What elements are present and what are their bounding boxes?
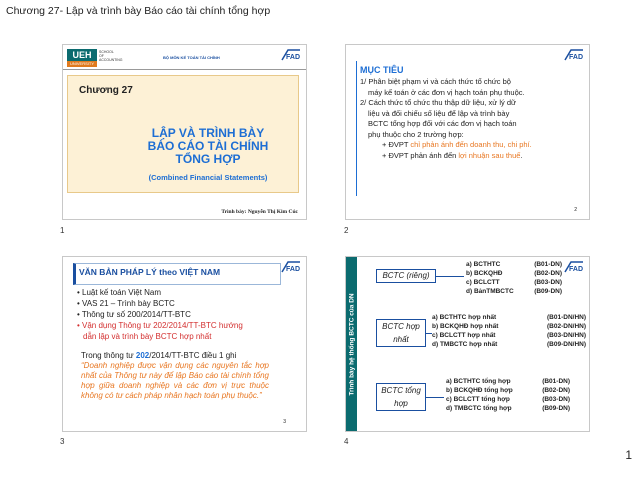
objective-text: máy kế toán ở các đơn vị hạch toán phụ thuộc. <box>368 87 525 97</box>
chapter-label: Chương 27 <box>79 85 133 96</box>
label-line: BCTC hợp <box>382 322 420 331</box>
report-row <box>432 331 586 340</box>
report-name: b) BCKQHĐ <box>466 270 503 277</box>
case-2-prefix: + ĐVPT phản ánh đến <box>382 150 459 160</box>
report-name: b) BCKQHĐ tổng hợp <box>446 387 513 394</box>
label-line: BCTC tổng <box>381 386 421 395</box>
list-item: • VAS 21 – Trình bày BCTC <box>77 299 175 308</box>
list-item-highlight: dẫn lập và trình bày BCTC hợp nhất <box>83 332 212 341</box>
report-group-rieng <box>466 260 562 296</box>
report-code: (B03-DN) <box>542 396 570 403</box>
report-code: (B02-DN) <box>534 270 562 277</box>
legal-docs-list <box>77 287 243 342</box>
objectives-list <box>360 77 586 161</box>
case-1-prefix: + ĐVPT <box>382 140 411 149</box>
report-row <box>466 260 562 269</box>
ueh-logo-sub: UNIVERSITY <box>67 61 97 67</box>
slide-number: 2 <box>344 226 349 235</box>
report-name: c) BCLCTT tổng hợp <box>446 396 510 403</box>
objective-text: 1/ Phân biệt phạm vi và cách thức tổ chức bộ <box>360 77 511 86</box>
report-row <box>446 395 570 404</box>
report-row <box>446 377 570 386</box>
svg-text:FAD: FAD <box>286 266 300 273</box>
case-1-highlight: chỉ phản ánh đến doanh thu, chi phí. <box>410 140 532 149</box>
title-line-1: LẬP VÀ TRÌNH BÀY <box>151 126 265 140</box>
report-group-hop-nhat <box>432 313 586 349</box>
label-line: nhất <box>393 335 409 344</box>
slide-4 <box>345 256 590 432</box>
department-label: BỘ MÔN KẾ TOÁN TÀI CHÍNH <box>163 55 220 60</box>
list-item-highlight: • Vận dụng Thông tư 202/2014/TT-BTC hướng <box>77 321 243 330</box>
case-2-highlight: lợi nhuận sau thuế <box>458 150 521 160</box>
slide-title <box>133 127 283 166</box>
intro-suffix: /2014/TT-BTC điều 1 ghi <box>149 351 237 360</box>
vertical-bar <box>346 257 357 432</box>
report-row <box>466 269 562 278</box>
intro-prefix: Trong thông tư <box>81 351 136 360</box>
report-name: c) BCLCTT <box>466 279 500 286</box>
divider <box>63 69 307 70</box>
ueh-faculty: SCHOOL OF ACCOUNTING <box>99 50 123 62</box>
report-row <box>446 386 570 395</box>
slide-1 <box>62 44 307 220</box>
report-code: (B01-DN) <box>534 261 562 268</box>
title-line-3: TỔNG HỢP <box>175 152 241 166</box>
vertical-label: Trình bày hệ thống BCTC của DN <box>348 293 356 396</box>
report-row <box>432 340 586 349</box>
slide-page-number: 2 <box>574 207 577 213</box>
objective-text: liệu và đối chiếu số liệu để lập và trình bày <box>368 108 510 118</box>
objective-text: 2/ Cách thức tổ chức thu thập dữ liệu, xử lý dữ <box>360 98 517 107</box>
list-item: • Thông tư số 200/2014/TT-BTC <box>77 310 191 319</box>
case-1 <box>360 140 586 151</box>
report-row <box>432 313 586 322</box>
connector-line <box>426 397 444 398</box>
label-bctc-hop-nhat <box>376 319 426 347</box>
report-row <box>466 278 562 287</box>
report-row <box>432 322 586 331</box>
slide-3 <box>62 256 307 432</box>
paragraph-intro <box>81 351 269 361</box>
label-line: hợp <box>394 399 408 408</box>
fad-logo-icon <box>280 260 302 274</box>
presenter: Trình bày: Nguyễn Thị Kim Cúc <box>221 209 298 215</box>
report-code: (B09-DN) <box>542 405 570 412</box>
page-header: Chương 27- Lập và trình bày Báo cáo tài chính tổng hợp <box>6 5 271 17</box>
ueh-logo <box>67 49 123 67</box>
circular-number: 202 <box>135 351 150 360</box>
slide-number: 4 <box>344 437 349 446</box>
label-bctc-rieng: BCTC (riêng) <box>376 269 436 283</box>
case-2 <box>360 151 586 162</box>
slide-number: 3 <box>60 437 65 446</box>
slide-heading: MỤC TIÊU <box>360 65 404 75</box>
list-item: • Luật kế toán Việt Nam <box>77 288 162 297</box>
report-code: (B09-DN) <box>534 288 562 295</box>
slide-number: 1 <box>60 226 65 235</box>
report-name: d) TMBCTC tổng hợp <box>446 405 512 412</box>
fad-logo-icon <box>280 48 302 62</box>
title-line-2: BÁO CÁO TÀI CHÍNH <box>147 139 269 153</box>
slide-subtitle: (Combined Financial Statements) <box>148 173 268 182</box>
report-code: (B02-DN) <box>542 387 570 394</box>
svg-text:FAD: FAD <box>286 54 300 61</box>
circular-paragraph <box>81 351 269 401</box>
report-name: a) BCTHTC hợp nhất <box>432 314 497 321</box>
page-number: 1 <box>625 448 632 462</box>
objective-text: BCTC tổng hợp đối với các đơn vị hạch toán <box>368 119 517 128</box>
accent-line <box>356 61 357 196</box>
ueh-logo-mark: UEH <box>67 49 97 67</box>
report-row <box>446 404 570 413</box>
svg-text:FAD: FAD <box>569 266 583 273</box>
report-name: d) TMBCTC hợp nhất <box>432 341 498 348</box>
svg-text:FAD: FAD <box>569 54 583 61</box>
label-bctc-tong-hop <box>376 383 426 411</box>
slide-heading: VĂN BẢN PHÁP LÝ theo VIỆT NAM <box>79 267 221 277</box>
objective-text: phụ thuộc cho 2 trường hợp: <box>368 129 464 139</box>
report-name: d) BảnTMBCTC <box>466 288 514 295</box>
report-name: a) BCTHTC <box>466 261 501 268</box>
report-code: (B02-DN/HN) <box>547 323 586 330</box>
report-name: b) BCKQHĐ hợp nhất <box>432 323 499 330</box>
fad-logo-icon <box>563 260 585 274</box>
fad-logo-icon <box>563 48 585 62</box>
report-group-tong-hop <box>446 377 570 413</box>
report-code: (B01-DN) <box>542 378 570 385</box>
slide-page-number: 3 <box>283 419 286 425</box>
report-name: a) BCTHTC tổng hợp <box>446 378 511 385</box>
report-row <box>466 287 562 296</box>
report-code: (B03-DN/HN) <box>547 332 586 339</box>
report-name: c) BCLCTT hợp nhất <box>432 332 496 339</box>
slide-2 <box>345 44 590 220</box>
report-code: (B03-DN) <box>534 279 562 286</box>
quote-text: “Doanh nghiệp được vận dụng các nguyên tắc hợp nhất của Thông tư này để lập Báo cáo tài chính tổng hợp giữa doanh nghiệp và các đơn vị trực thuộc không có tư cách pháp nhân hạch toán phụ thuộc.” <box>81 361 269 400</box>
report-code: (B01-DN/HN) <box>547 314 586 321</box>
connector-line <box>436 276 464 277</box>
report-code: (B09-DN/HN) <box>547 341 586 348</box>
case-2-suffix: . <box>520 150 523 160</box>
